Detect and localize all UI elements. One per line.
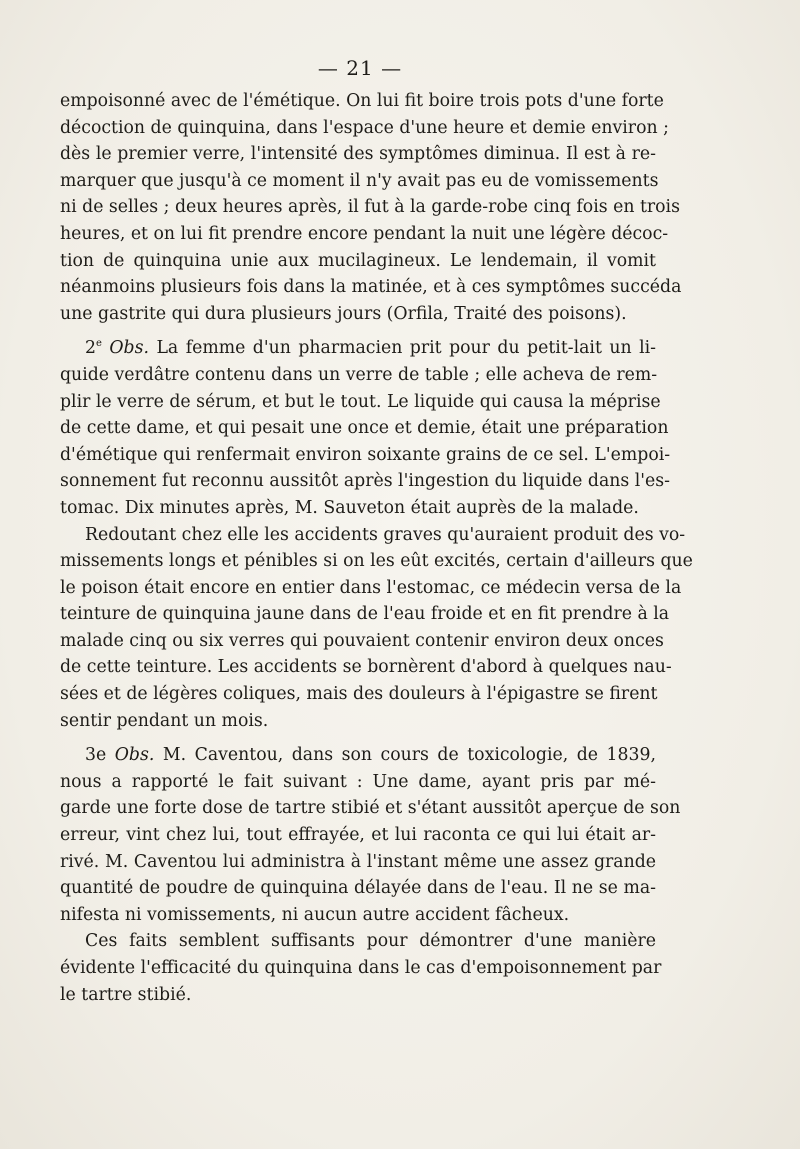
text-line bbox=[60, 335, 656, 362]
text-line: rivé. M. Caventou lui administra à l'instant même une assez grande bbox=[60, 851, 656, 872]
page-body bbox=[60, 88, 693, 1008]
text-line: de cette teinture. Les accidents se bornèrent d'abord à quelques nau- bbox=[60, 657, 672, 678]
text-line: malade cinq ou six verres qui pouvaient contenir environ deux onces bbox=[60, 630, 664, 651]
paragraph-observation-2 bbox=[60, 335, 671, 521]
observation-number: 2 bbox=[85, 338, 96, 359]
text-line bbox=[60, 742, 656, 769]
text-line: le tartre stibié. bbox=[60, 984, 192, 1005]
text-line: empoisonné avec de l'émétique. On lui fit boire trois pots d'une forte bbox=[60, 91, 664, 111]
text-line: sées et de légères coliques, mais des douleurs à l'épigastre se firent bbox=[60, 684, 658, 705]
line-text: M. Caventou, dans son cours de toxicologie, de 1839, bbox=[162, 745, 656, 766]
text-line: marquer que jusqu'à ce moment il n'y avait pas eu de vomissements bbox=[60, 170, 659, 191]
paragraph-1 bbox=[60, 88, 682, 327]
text-line: quide verdâtre contenu dans un verre de table ; elle acheva de rem- bbox=[60, 364, 658, 385]
text-line: une gastrite qui dura plusieurs jours (Orfila, Traité des poisons). bbox=[60, 303, 627, 324]
observation-label: Obs. bbox=[114, 745, 155, 766]
text-line: quantité de poudre de quinquina délayée dans de l'eau. Il ne se ma- bbox=[60, 878, 656, 899]
text-line: teinture de quinquina jaune dans de l'eau froide et en fit prendre à la bbox=[60, 604, 670, 625]
text-line: garde une forte dose de tartre stibié et s'étant aussitôt aperçue de son bbox=[60, 798, 681, 819]
text-line: nous a rapporté le fait suivant : Une dame, ayant pris par mé- bbox=[60, 771, 656, 792]
text-line: évidente l'efficacité du quinquina dans le cas d'empoisonnement par bbox=[60, 958, 662, 978]
text-line: sonnement fut reconnu aussitôt après l'ingestion du liquide dans l'es- bbox=[60, 471, 670, 492]
text-line: tomac. Dix minutes après, M. Sauveton était auprès de la malade. bbox=[60, 497, 639, 518]
observation-label: Obs. bbox=[109, 338, 149, 359]
text-line: décoction de quinquina, dans l'espace d'une heure et demie environ ; bbox=[60, 117, 669, 138]
paragraph-observation-3 bbox=[60, 742, 681, 928]
text-line: néanmoins plusieurs fois dans la matinée, et à ces symptômes succéda bbox=[60, 277, 682, 298]
observation-number: 3e bbox=[85, 745, 107, 766]
text-line: Ces faits semblent suffisants pour démontrer d'une manière bbox=[85, 931, 656, 952]
ordinal-suffix: e bbox=[96, 338, 102, 350]
text-line: de cette dame, et qui pesait une once et demie, était une préparation bbox=[60, 418, 669, 439]
text-line: tion de quinquina unie aux mucilagineux. Le lendemain, il vomit bbox=[60, 250, 656, 271]
text-line: erreur, vint chez lui, tout effrayée, et lui raconta ce qui lui était ar- bbox=[60, 825, 656, 846]
text-line: le poison était encore en entier dans l'estomac, ce médecin versa de la bbox=[60, 577, 682, 598]
page-number: — 21 — bbox=[317, 56, 403, 80]
line-text: La femme d'un pharmacien prit pour du petit-lait un li- bbox=[156, 338, 656, 359]
text-line: d'émétique qui renfermait environ soixante grains de ce sel. L'empoi- bbox=[60, 444, 671, 465]
text-line: heures, et on lui fit prendre encore pendant la nuit une légère décoc- bbox=[60, 223, 669, 244]
paragraph-conclusion bbox=[60, 928, 662, 1008]
text-line: plir le verre de sérum, et but le tout. Le liquide qui causa la méprise bbox=[60, 391, 661, 412]
text-line: sentir pendant un mois. bbox=[60, 710, 269, 731]
text-line: ni de selles ; deux heures après, il fut à la garde-robe cinq fois en trois bbox=[60, 197, 680, 218]
text-line: Redoutant chez elle les accidents graves qu'auraient produit des vo- bbox=[85, 524, 686, 545]
text-line: dès le premier verre, l'intensité des symptômes diminua. Il est à re- bbox=[60, 144, 656, 165]
text-line: nifesta ni vomissements, ni aucun autre accident fâcheux. bbox=[60, 904, 570, 925]
text-line: missements longs et pénibles si on les eût excités, certain d'ailleurs que bbox=[60, 551, 693, 572]
paragraph-3 bbox=[60, 522, 693, 735]
